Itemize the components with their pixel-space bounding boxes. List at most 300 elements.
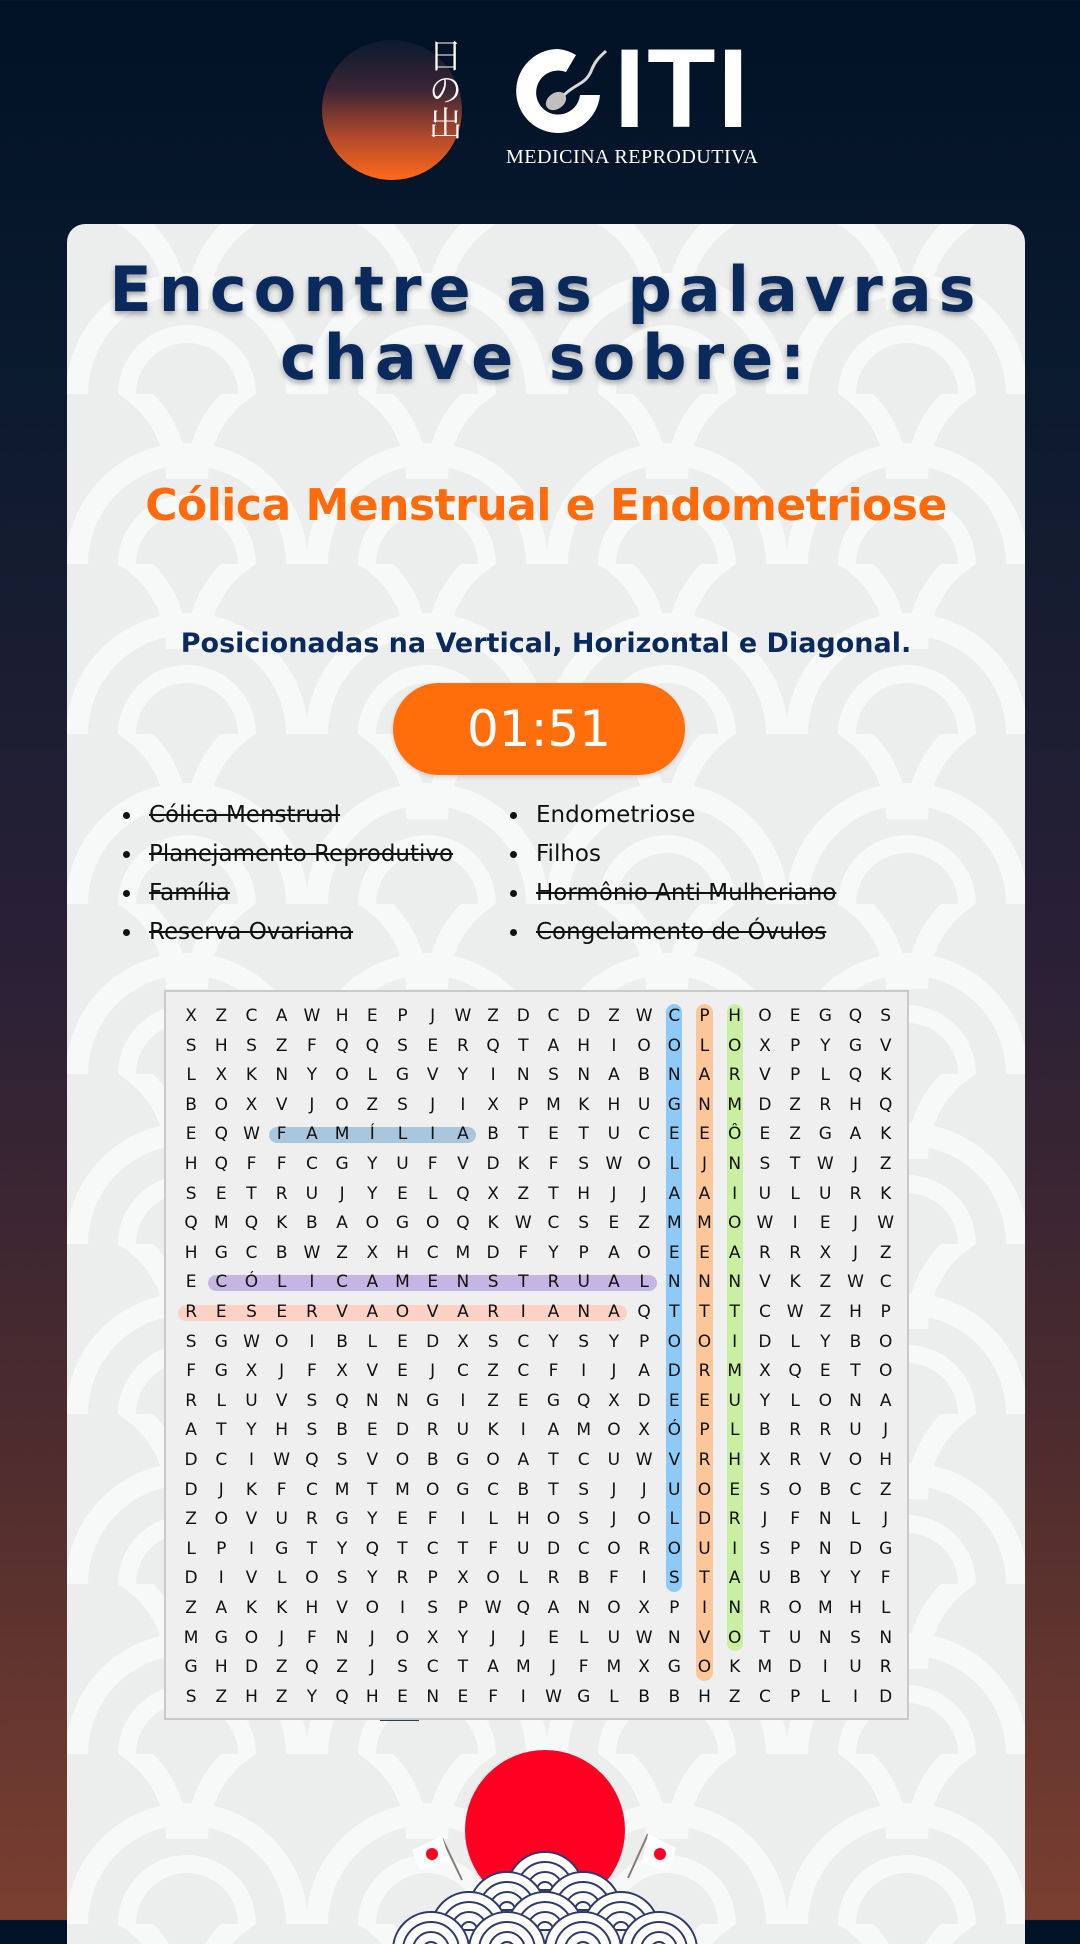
grid-cell[interactable]: K — [789, 1272, 801, 1293]
grid-cell[interactable]: M — [515, 1657, 531, 1678]
grid-cell[interactable]: N — [818, 1509, 832, 1530]
grid-cell[interactable]: N — [577, 1302, 591, 1322]
grid-cell[interactable]: K — [276, 1213, 288, 1234]
grid-cell[interactable]: V — [759, 1272, 771, 1293]
grid-cell[interactable]: C — [305, 1154, 318, 1174]
grid-cell[interactable]: O — [425, 1213, 440, 1234]
grid-cell[interactable]: C — [305, 1479, 318, 1500]
grid-cell[interactable]: D — [486, 1242, 500, 1263]
grid-cell[interactable]: T — [367, 1479, 378, 1500]
grid-cell[interactable]: X — [457, 1331, 469, 1352]
grid-cell[interactable]: P — [699, 1420, 710, 1441]
letter-grid[interactable] — [176, 1002, 901, 1712]
grid-cell[interactable]: O — [607, 1538, 621, 1559]
grid-cell[interactable]: A — [457, 1124, 469, 1145]
grid-cell[interactable]: H — [214, 1035, 228, 1056]
grid-cell[interactable]: O — [818, 1390, 832, 1411]
grid-cell[interactable]: Q — [335, 1390, 349, 1411]
grid-cell[interactable]: Z — [275, 1686, 288, 1707]
grid-cell[interactable]: Q — [365, 1035, 379, 1056]
grid-cell[interactable]: B — [487, 1124, 499, 1145]
grid-cell[interactable]: E — [366, 1006, 378, 1026]
grid-cell[interactable]: Q — [848, 1006, 863, 1026]
grid-cell[interactable]: U — [728, 1390, 741, 1411]
grid-cell[interactable]: T — [518, 1035, 529, 1056]
grid-cell[interactable]: I — [732, 1331, 738, 1352]
grid-cell[interactable]: O — [214, 1509, 228, 1530]
grid-cell[interactable]: X — [819, 1242, 832, 1263]
grid-cell[interactable]: A — [728, 1568, 741, 1589]
grid-cell[interactable]: C — [215, 1272, 228, 1293]
grid-cell[interactable]: I — [792, 1213, 798, 1234]
grid-cell[interactable]: Z — [819, 1302, 832, 1322]
grid-cell[interactable]: J — [852, 1154, 858, 1174]
grid-cell[interactable]: N — [456, 1272, 470, 1293]
grid-cell[interactable]: R — [396, 1568, 409, 1589]
grid-cell[interactable]: M — [817, 1598, 833, 1618]
grid-cell[interactable]: J — [611, 1183, 617, 1204]
grid-cell[interactable]: Y — [759, 1390, 771, 1411]
grid-cell[interactable]: C — [517, 1331, 530, 1352]
grid-cell[interactable]: T — [548, 1479, 559, 1500]
grid-cell[interactable]: R — [698, 1361, 711, 1382]
grid-cell[interactable]: Z — [638, 1213, 650, 1234]
grid-cell[interactable]: R — [789, 1420, 801, 1441]
grid-cell[interactable]: A — [275, 1006, 288, 1026]
grid-cell[interactable]: G — [275, 1538, 289, 1559]
grid-cell[interactable]: J — [611, 1509, 617, 1530]
grid-cell[interactable]: C — [426, 1657, 439, 1678]
grid-cell[interactable]: Z — [487, 1390, 499, 1411]
grid-cell[interactable]: Y — [457, 1065, 469, 1086]
grid-cell[interactable]: E — [789, 1006, 801, 1026]
grid-cell[interactable]: H — [607, 1094, 621, 1115]
grid-cell[interactable]: I — [490, 1065, 496, 1086]
grid-cell[interactable]: A — [547, 1420, 560, 1441]
grid-cell[interactable]: E — [397, 1509, 408, 1530]
grid-cell[interactable]: P — [638, 1331, 650, 1352]
grid-cell[interactable]: P — [669, 1598, 680, 1618]
grid-cell[interactable]: V — [457, 1154, 469, 1174]
grid-cell[interactable]: S — [578, 1154, 590, 1174]
grid-cell[interactable]: Q — [335, 1035, 349, 1056]
grid-cell[interactable]: N — [818, 1627, 832, 1648]
grid-cell[interactable]: M — [395, 1479, 410, 1500]
grid-cell[interactable]: F — [276, 1479, 287, 1500]
grid-cell[interactable]: R — [789, 1450, 801, 1470]
grid-cell[interactable]: R — [728, 1065, 741, 1086]
grid-cell[interactable]: D — [395, 1420, 410, 1441]
grid-cell[interactable]: Z — [185, 1598, 197, 1618]
grid-cell[interactable]: N — [667, 1272, 681, 1293]
grid-cell[interactable]: Y — [306, 1065, 318, 1086]
grid-cell[interactable]: A — [547, 1035, 560, 1056]
grid-cell[interactable]: W — [635, 1450, 653, 1470]
grid-cell[interactable]: W — [635, 1627, 653, 1648]
grid-cell[interactable]: N — [667, 1065, 681, 1086]
grid-cell[interactable]: V — [275, 1390, 288, 1411]
grid-cell[interactable]: W — [243, 1124, 260, 1145]
grid-cell[interactable]: E — [276, 1302, 288, 1322]
grid-cell[interactable]: Í — [369, 1124, 375, 1145]
grid-cell[interactable]: A — [608, 1065, 620, 1086]
grid-cell[interactable]: H — [728, 1450, 742, 1470]
grid-cell[interactable]: F — [427, 1154, 438, 1174]
grid-cell[interactable]: Y — [367, 1183, 378, 1204]
grid-cell[interactable]: T — [397, 1538, 408, 1559]
grid-cell[interactable]: K — [578, 1094, 590, 1115]
grid-cell[interactable]: L — [427, 1183, 438, 1204]
grid-cell[interactable]: N — [728, 1154, 742, 1174]
grid-cell[interactable]: X — [336, 1361, 348, 1382]
grid-cell[interactable]: H — [184, 1154, 198, 1174]
grid-cell[interactable]: Y — [608, 1331, 620, 1352]
grid-cell[interactable]: O — [335, 1094, 349, 1115]
grid-cell[interactable]: A — [698, 1183, 711, 1204]
grid-cell[interactable]: S — [759, 1538, 771, 1559]
grid-cell[interactable]: U — [849, 1420, 862, 1441]
grid-cell[interactable]: Q — [456, 1213, 470, 1234]
grid-cell[interactable]: L — [578, 1627, 589, 1648]
grid-cell[interactable]: C — [547, 1006, 560, 1026]
grid-cell[interactable]: N — [879, 1627, 893, 1648]
grid-cell[interactable]: O — [607, 1420, 621, 1441]
grid-cell[interactable]: X — [185, 1006, 197, 1026]
grid-cell[interactable]: H — [275, 1420, 289, 1441]
grid-cell[interactable]: I — [701, 1598, 707, 1618]
grid-cell[interactable]: V — [819, 1450, 832, 1470]
grid-cell[interactable]: O — [274, 1331, 289, 1352]
grid-cell[interactable]: L — [186, 1065, 196, 1086]
grid-cell[interactable]: M — [546, 1094, 561, 1115]
grid-cell[interactable]: O — [788, 1598, 802, 1618]
grid-cell[interactable]: G — [214, 1627, 228, 1648]
grid-cell[interactable]: U — [456, 1420, 470, 1441]
grid-cell[interactable]: W — [635, 1006, 653, 1026]
grid-cell[interactable]: J — [430, 1094, 436, 1115]
grid-cell[interactable]: O — [878, 1361, 893, 1382]
grid-cell[interactable]: C — [849, 1479, 862, 1500]
grid-cell[interactable]: D — [184, 1479, 198, 1500]
grid-cell[interactable]: F — [548, 1154, 559, 1174]
grid-cell[interactable]: H — [849, 1302, 862, 1322]
grid-cell[interactable]: F — [488, 1686, 498, 1707]
grid-cell[interactable]: O — [667, 1538, 681, 1559]
grid-cell[interactable]: G — [879, 1538, 893, 1559]
grid-cell[interactable]: E — [699, 1390, 710, 1411]
grid-cell[interactable]: J — [883, 1420, 889, 1441]
grid-cell[interactable]: J — [641, 1479, 647, 1500]
grid-cell[interactable]: A — [608, 1242, 620, 1263]
grid-cell[interactable]: N — [516, 1065, 530, 1086]
grid-cell[interactable]: U — [577, 1272, 590, 1293]
grid-cell[interactable]: U — [275, 1509, 288, 1530]
grid-cell[interactable]: V — [275, 1094, 288, 1115]
grid-cell[interactable]: Q — [365, 1538, 379, 1559]
grid-cell[interactable]: Z — [819, 1272, 832, 1293]
grid-cell[interactable]: R — [185, 1390, 197, 1411]
grid-cell[interactable]: D — [516, 1006, 530, 1026]
grid-cell[interactable]: Q — [637, 1302, 651, 1322]
grid-cell[interactable]: J — [339, 1183, 345, 1204]
grid-cell[interactable]: W — [484, 1598, 502, 1618]
grid-cell[interactable]: D — [758, 1094, 772, 1115]
grid-cell[interactable]: L — [820, 1686, 831, 1707]
grid-cell[interactable]: R — [758, 1598, 771, 1618]
grid-cell[interactable]: Q — [214, 1154, 228, 1174]
grid-cell[interactable]: O — [697, 1331, 712, 1352]
grid-cell[interactable]: F — [427, 1509, 438, 1530]
grid-cell[interactable]: L — [276, 1568, 287, 1589]
grid-cell[interactable]: U — [819, 1183, 832, 1204]
grid-cell[interactable]: A — [638, 1361, 650, 1382]
grid-cell[interactable]: Ô — [727, 1124, 742, 1145]
grid-cell[interactable]: J — [309, 1094, 315, 1115]
grid-cell[interactable]: S — [548, 1065, 559, 1086]
grid-cell[interactable]: J — [550, 1657, 556, 1678]
grid-cell[interactable]: D — [758, 1331, 772, 1352]
grid-cell[interactable]: X — [245, 1361, 258, 1382]
grid-cell[interactable]: G — [456, 1479, 470, 1500]
grid-cell[interactable]: T — [518, 1124, 529, 1145]
grid-cell[interactable]: M — [727, 1094, 743, 1115]
grid-cell[interactable]: V — [245, 1568, 258, 1589]
grid-cell[interactable]: Q — [576, 1390, 591, 1411]
grid-cell[interactable]: H — [516, 1509, 530, 1530]
grid-cell[interactable]: J — [279, 1361, 285, 1382]
grid-cell[interactable]: W — [756, 1213, 774, 1234]
grid-cell[interactable]: G — [335, 1154, 349, 1174]
grid-cell[interactable]: O — [697, 1657, 712, 1678]
grid-cell[interactable]: Q — [305, 1657, 319, 1678]
grid-cell[interactable]: P — [397, 1006, 408, 1026]
grid-cell[interactable]: S — [397, 1094, 408, 1115]
grid-cell[interactable]: S — [578, 1213, 590, 1234]
grid-cell[interactable]: V — [668, 1450, 681, 1470]
grid-cell[interactable]: O — [425, 1479, 440, 1500]
grid-cell[interactable]: W — [605, 1154, 623, 1174]
grid-cell[interactable]: G — [395, 1213, 410, 1234]
grid-cell[interactable]: T — [850, 1361, 861, 1382]
grid-cell[interactable]: F — [246, 1154, 257, 1174]
grid-cell[interactable]: D — [879, 1686, 893, 1707]
grid-cell[interactable]: T — [789, 1154, 801, 1174]
grid-cell[interactable]: O — [214, 1094, 228, 1115]
grid-cell[interactable]: M — [576, 1420, 592, 1441]
grid-cell[interactable]: V — [759, 1065, 771, 1086]
grid-cell[interactable]: B — [668, 1686, 681, 1707]
grid-cell[interactable]: D — [486, 1154, 500, 1174]
grid-cell[interactable]: K — [487, 1420, 499, 1441]
grid-cell[interactable]: C — [456, 1361, 469, 1382]
grid-cell[interactable]: X — [759, 1035, 771, 1056]
grid-cell[interactable]: F — [186, 1361, 196, 1382]
grid-cell[interactable]: T — [246, 1183, 257, 1204]
grid-cell[interactable]: I — [732, 1538, 738, 1559]
grid-cell[interactable]: M — [666, 1213, 682, 1234]
grid-cell[interactable]: S — [668, 1568, 680, 1589]
grid-cell[interactable]: M — [334, 1124, 350, 1145]
grid-cell[interactable]: Y — [367, 1509, 378, 1530]
grid-cell[interactable]: V — [366, 1361, 379, 1382]
grid-cell[interactable]: D — [848, 1538, 863, 1559]
grid-cell[interactable]: I — [641, 1568, 647, 1589]
grid-cell[interactable]: G — [184, 1657, 198, 1678]
grid-cell[interactable]: I — [460, 1509, 466, 1530]
grid-cell[interactable]: G — [818, 1006, 832, 1026]
grid-cell[interactable]: E — [397, 1686, 408, 1707]
grid-cell[interactable]: U — [637, 1094, 651, 1115]
grid-cell[interactable]: S — [759, 1479, 771, 1500]
grid-cell[interactable]: W — [847, 1272, 864, 1293]
grid-cell[interactable]: J — [430, 1006, 436, 1026]
grid-cell[interactable]: L — [820, 1065, 831, 1086]
grid-cell[interactable]: S — [185, 1183, 197, 1204]
grid-cell[interactable]: O — [335, 1065, 349, 1086]
grid-cell[interactable]: R — [638, 1538, 650, 1559]
grid-cell[interactable]: W — [303, 1006, 321, 1026]
grid-cell[interactable]: Q — [305, 1450, 319, 1470]
grid-cell[interactable]: I — [430, 1124, 436, 1145]
grid-cell[interactable]: N — [577, 1065, 591, 1086]
grid-cell[interactable]: R — [819, 1094, 832, 1115]
grid-cell[interactable]: P — [789, 1686, 801, 1707]
grid-cell[interactable]: L — [488, 1509, 498, 1530]
grid-cell[interactable]: P — [457, 1598, 469, 1618]
grid-cell[interactable]: W — [545, 1686, 562, 1707]
grid-cell[interactable]: C — [487, 1479, 500, 1500]
grid-cell[interactable]: U — [758, 1568, 772, 1589]
grid-cell[interactable]: Ó — [244, 1272, 259, 1293]
grid-cell[interactable]: G — [577, 1686, 591, 1707]
grid-cell[interactable]: Q — [788, 1361, 802, 1382]
grid-cell[interactable]: C — [426, 1242, 439, 1263]
grid-cell[interactable]: O — [365, 1213, 379, 1234]
grid-cell[interactable]: U — [517, 1538, 530, 1559]
grid-cell[interactable]: L — [669, 1509, 680, 1530]
grid-cell[interactable]: L — [639, 1272, 649, 1293]
grid-cell[interactable]: G — [667, 1094, 681, 1115]
grid-cell[interactable]: L — [397, 1124, 408, 1145]
grid-cell[interactable]: Y — [850, 1568, 861, 1589]
grid-cell[interactable]: P — [789, 1538, 801, 1559]
grid-cell[interactable]: S — [578, 1331, 590, 1352]
grid-cell[interactable]: K — [517, 1154, 529, 1174]
grid-cell[interactable]: Z — [487, 1361, 499, 1382]
grid-cell[interactable]: O — [395, 1627, 410, 1648]
grid-cell[interactable]: L — [609, 1686, 619, 1707]
grid-cell[interactable]: Z — [789, 1094, 801, 1115]
grid-cell[interactable]: C — [577, 1538, 590, 1559]
grid-cell[interactable]: Q — [335, 1686, 349, 1707]
grid-cell[interactable]: O — [758, 1006, 772, 1026]
grid-cell[interactable]: Y — [306, 1686, 318, 1707]
grid-cell[interactable]: E — [759, 1124, 771, 1145]
grid-cell[interactable]: C — [245, 1242, 258, 1263]
grid-cell[interactable]: V — [336, 1598, 348, 1618]
grid-cell[interactable]: A — [547, 1302, 560, 1322]
grid-cell[interactable]: O — [637, 1035, 651, 1056]
grid-cell[interactable]: R — [185, 1302, 197, 1322]
grid-cell[interactable]: A — [306, 1124, 318, 1145]
grid-cell[interactable]: H — [305, 1598, 319, 1618]
grid-cell[interactable]: E — [215, 1302, 227, 1322]
grid-cell[interactable]: I — [611, 1035, 617, 1056]
grid-cell[interactable]: P — [578, 1242, 589, 1263]
grid-cell[interactable]: F — [548, 1361, 559, 1382]
grid-cell[interactable]: T — [699, 1568, 710, 1589]
grid-cell[interactable]: U — [245, 1390, 258, 1411]
grid-cell[interactable]: N — [275, 1065, 289, 1086]
grid-cell[interactable]: O — [486, 1568, 500, 1589]
grid-cell[interactable]: U — [758, 1183, 772, 1204]
grid-cell[interactable]: W — [243, 1331, 260, 1352]
grid-cell[interactable]: L — [699, 1035, 710, 1056]
grid-cell[interactable]: J — [218, 1479, 224, 1500]
grid-cell[interactable]: G — [214, 1361, 228, 1382]
grid-cell[interactable]: H — [214, 1657, 228, 1678]
grid-cell[interactable]: U — [668, 1479, 681, 1500]
grid-cell[interactable]: S — [759, 1154, 771, 1174]
grid-cell[interactable]: N — [849, 1390, 862, 1411]
grid-cell[interactable]: X — [759, 1450, 771, 1470]
grid-cell[interactable]: B — [336, 1420, 348, 1441]
grid-cell[interactable]: O — [727, 1035, 742, 1056]
grid-cell[interactable]: O — [727, 1213, 742, 1234]
grid-cell[interactable]: O — [667, 1035, 681, 1056]
grid-cell[interactable]: C — [245, 1006, 258, 1026]
grid-cell[interactable]: R — [698, 1450, 711, 1470]
grid-cell[interactable]: S — [185, 1035, 197, 1056]
grid-cell[interactable]: Y — [246, 1420, 257, 1441]
grid-cell[interactable]: I — [460, 1094, 466, 1115]
grid-cell[interactable]: V — [698, 1627, 711, 1648]
grid-cell[interactable]: E — [819, 1361, 831, 1382]
grid-cell[interactable]: I — [309, 1331, 315, 1352]
grid-cell[interactable]: J — [611, 1361, 617, 1382]
grid-cell[interactable]: S — [306, 1420, 318, 1441]
grid-cell[interactable]: J — [490, 1627, 496, 1648]
grid-cell[interactable]: I — [248, 1538, 254, 1559]
grid-cell[interactable]: S — [578, 1479, 590, 1500]
grid-cell[interactable]: E — [668, 1242, 680, 1263]
grid-cell[interactable]: F — [307, 1361, 317, 1382]
grid-cell[interactable]: X — [215, 1065, 228, 1086]
grid-cell[interactable]: M — [183, 1627, 199, 1648]
grid-cell[interactable]: W — [273, 1450, 291, 1470]
grid-cell[interactable]: I — [460, 1390, 466, 1411]
grid-cell[interactable]: E — [185, 1272, 197, 1293]
grid-cell[interactable]: X — [487, 1183, 499, 1204]
grid-cell[interactable]: T — [457, 1657, 469, 1678]
grid-cell[interactable]: K — [880, 1183, 892, 1204]
grid-cell[interactable]: S — [397, 1035, 408, 1056]
grid-cell[interactable]: O — [546, 1509, 561, 1530]
grid-cell[interactable]: R — [275, 1183, 288, 1204]
grid-cell[interactable]: Q — [516, 1598, 530, 1618]
grid-cell[interactable]: Q — [244, 1213, 259, 1234]
grid-cell[interactable]: O — [395, 1302, 410, 1322]
grid-cell[interactable]: T — [306, 1538, 318, 1559]
grid-cell[interactable]: E — [185, 1124, 197, 1145]
grid-cell[interactable]: A — [608, 1272, 620, 1293]
grid-cell[interactable]: R — [305, 1509, 318, 1530]
grid-cell[interactable]: S — [427, 1598, 439, 1618]
grid-cell[interactable]: F — [578, 1657, 589, 1678]
grid-cell[interactable]: A — [336, 1213, 348, 1234]
grid-cell[interactable]: E — [729, 1479, 741, 1500]
grid-cell[interactable]: I — [309, 1272, 315, 1293]
